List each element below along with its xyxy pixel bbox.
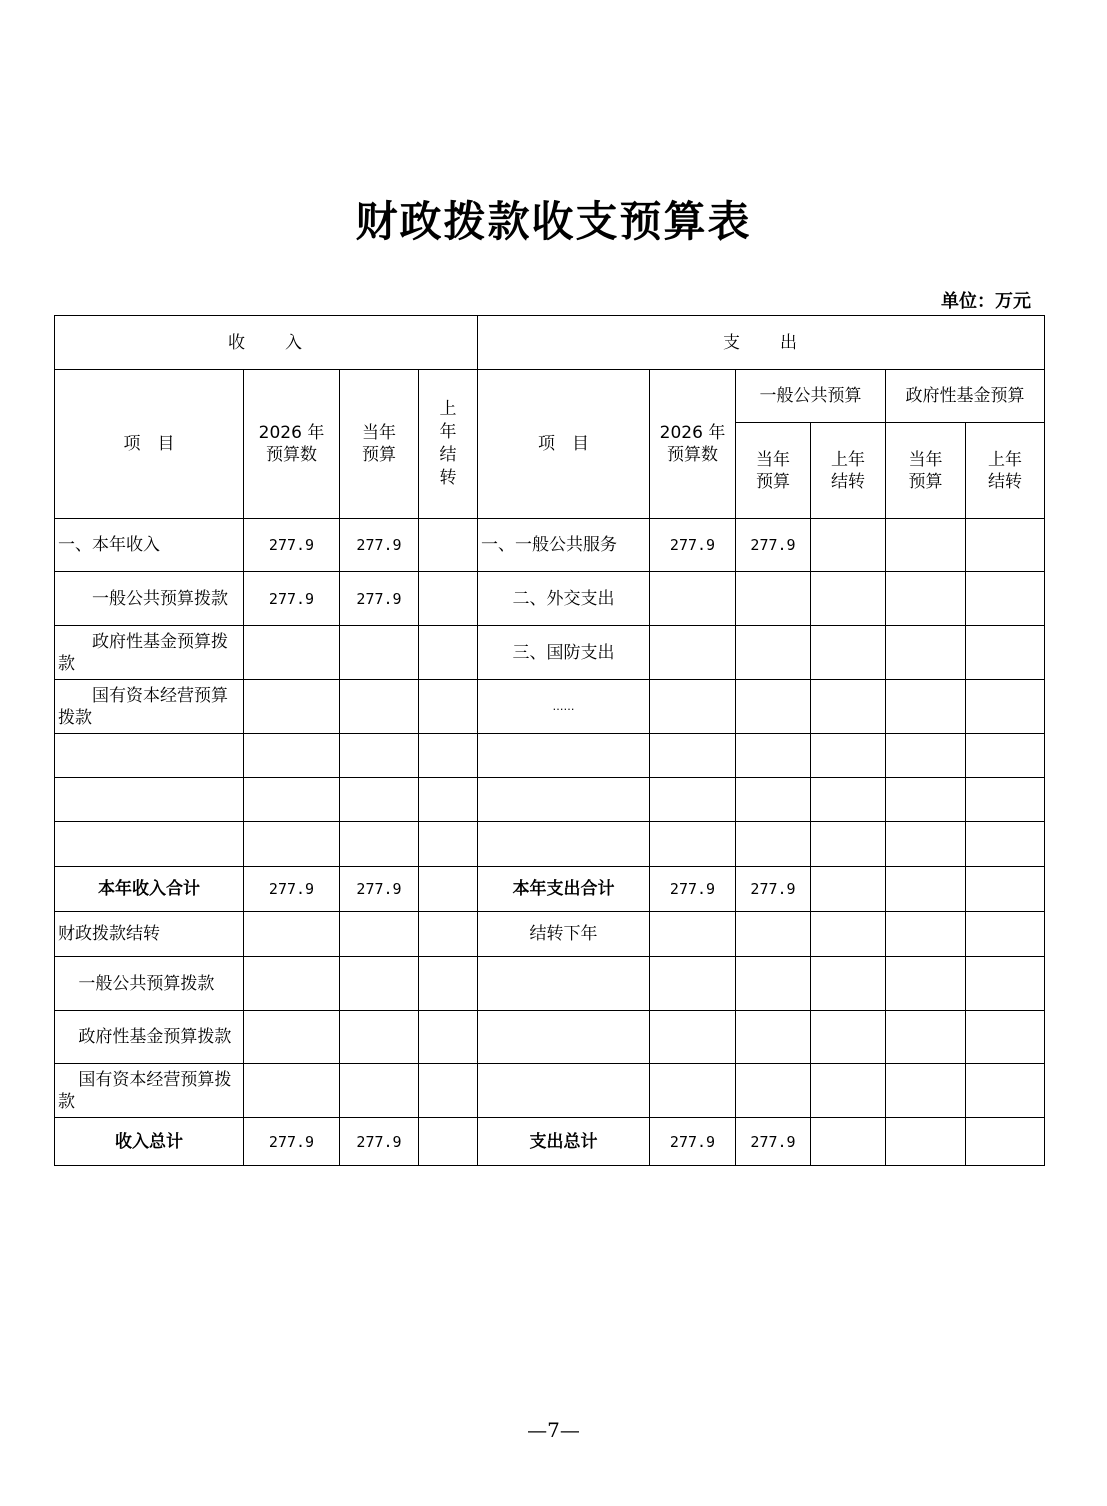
expense-item-header: 项 目 [478, 370, 650, 519]
budget-table [54, 315, 1045, 1166]
income-item: 财政拨款结转 [55, 912, 244, 957]
expense-item: 一、一般公共服务 [478, 519, 650, 572]
fund-current-header: 当年 预算 [886, 423, 966, 519]
expense-2026-header: 2026 年 预算数 [650, 370, 736, 519]
income-current-value [340, 680, 419, 734]
income-current-value: 277.9 [340, 519, 419, 572]
fund-prev-value [966, 1118, 1045, 1166]
fund-current-value [886, 572, 966, 626]
gen-prev-value [811, 519, 886, 572]
income-current-value [340, 626, 419, 680]
gen-current-value: 277.9 [736, 1118, 811, 1166]
fund-prev-value [966, 680, 1045, 734]
gen-current-value: 277.9 [736, 519, 811, 572]
income-prev-value [419, 867, 478, 912]
gen-prev-value [811, 1118, 886, 1166]
income-grand-total-label: 收入总计 [55, 1118, 244, 1166]
fund-prev-header: 上年 结转 [966, 423, 1045, 519]
fund-current-value [886, 1118, 966, 1166]
income-prev-value [419, 519, 478, 572]
fund-current-value [886, 867, 966, 912]
empty-row [55, 734, 1045, 778]
table-row [55, 572, 1045, 626]
general-public-budget-header: 一般公共预算 [736, 370, 886, 423]
table-row [55, 680, 1045, 734]
income-item: 一般公共预算拨款 [55, 572, 244, 626]
table-row [55, 519, 1045, 572]
table-row [55, 957, 1045, 1011]
gen-prev-value [811, 572, 886, 626]
gen-prev-value [811, 626, 886, 680]
gen-current-value [736, 572, 811, 626]
income-prev-carry-header: 上 年 结 转 [419, 370, 478, 519]
gen-prev-value [811, 680, 886, 734]
page-number: —7— [527, 1418, 580, 1442]
table-row [55, 1064, 1045, 1118]
expense-2026-value: 277.9 [650, 519, 736, 572]
empty-row [55, 778, 1045, 822]
fund-current-value [886, 680, 966, 734]
income-item: 政府性基金预算拨款 [55, 626, 244, 680]
header-row-2 [55, 370, 1045, 423]
income-header: 收 入 [55, 316, 478, 370]
income-2026-value: 277.9 [244, 1118, 340, 1166]
income-total-label: 本年收入合计 [55, 867, 244, 912]
income-2026-value [244, 680, 340, 734]
grand-total-row [55, 1118, 1045, 1166]
expense-total-label: 本年支出合计 [478, 867, 650, 912]
income-2026-value: 277.9 [244, 867, 340, 912]
gen-current-value [736, 680, 811, 734]
header-row-1 [55, 316, 1045, 370]
expense-item-ellipsis: …… [478, 680, 650, 734]
gov-fund-budget-header: 政府性基金预算 [886, 370, 1045, 423]
fund-prev-value [966, 572, 1045, 626]
expense-2026-value [650, 626, 736, 680]
income-prev-value [419, 680, 478, 734]
income-2026-value: 277.9 [244, 572, 340, 626]
income-2026-header: 2026 年 预算数 [244, 370, 340, 519]
income-2026-value [244, 626, 340, 680]
total-row [55, 867, 1045, 912]
income-item-header: 项 目 [55, 370, 244, 519]
income-prev-value [419, 1118, 478, 1166]
fund-current-value [886, 519, 966, 572]
table-row [55, 1011, 1045, 1064]
fund-current-value [886, 626, 966, 680]
expense-item: 三、国防支出 [478, 626, 650, 680]
expense-2026-value: 277.9 [650, 867, 736, 912]
expense-item: 二、外交支出 [478, 572, 650, 626]
gen-prev-header: 上年 结转 [811, 423, 886, 519]
income-item: 一般公共预算拨款 [55, 957, 244, 1011]
income-current-value: 277.9 [340, 1118, 419, 1166]
income-item: 政府性基金预算拨款 [55, 1011, 244, 1064]
income-2026-value: 277.9 [244, 519, 340, 572]
gen-current-value: 277.9 [736, 867, 811, 912]
income-prev-value [419, 626, 478, 680]
table-row [55, 626, 1045, 680]
income-prev-value [419, 572, 478, 626]
expense-header: 支 出 [478, 316, 1045, 370]
expense-2026-value [650, 572, 736, 626]
income-current-value: 277.9 [340, 867, 419, 912]
fund-prev-value [966, 519, 1045, 572]
expense-2026-value [650, 680, 736, 734]
gen-prev-value [811, 867, 886, 912]
table-row [55, 912, 1045, 957]
income-item: 国有资本经营预算拨款 [55, 1064, 244, 1118]
income-item: 一、本年收入 [55, 519, 244, 572]
unit-label: 单位：万元 [941, 291, 1031, 312]
empty-row [55, 822, 1045, 867]
gen-current-header: 当年 预算 [736, 423, 811, 519]
gen-current-value [736, 626, 811, 680]
fund-prev-value [966, 867, 1045, 912]
expense-2026-value: 277.9 [650, 1118, 736, 1166]
page-title: 财政拨款收支预算表 [355, 197, 752, 246]
income-current-value: 277.9 [340, 572, 419, 626]
fund-prev-value [966, 626, 1045, 680]
income-item: 国有资本经营预算拨款 [55, 680, 244, 734]
expense-grand-total-label: 支出总计 [478, 1118, 650, 1166]
income-current-header: 当年 预算 [340, 370, 419, 519]
expense-item: 结转下年 [478, 912, 650, 957]
